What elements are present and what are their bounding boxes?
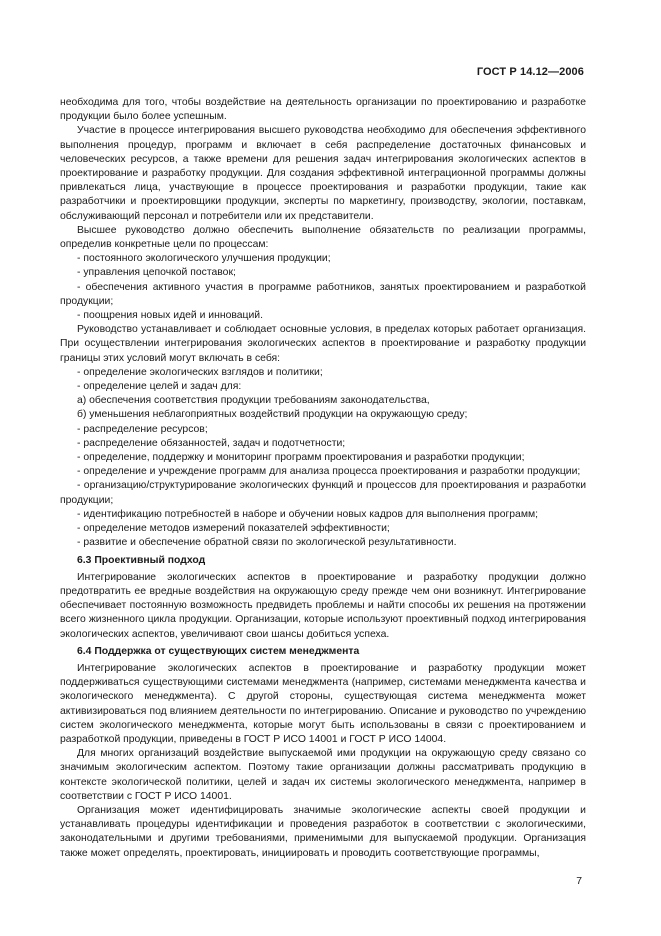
paragraph: - определение, поддержку и мониторинг программ проектирования и разработки продукции; (77, 452, 525, 464)
paragraph: - определение экологических взглядов и политики; (77, 366, 323, 378)
paragraph: - определение методов измерений показателей эффективности; (77, 523, 390, 535)
paragraph: Организация может идентифицировать значимые экологические аспекты своей продукции и устанавливать процедуры идентификации и проведения разработок в соответствии с экологическими, законодательными и другими требованиями, применимыми для выпускаемой продукции. Организация также может определять, проектировать, инициировать и проводить соответствующие программы, (60, 804, 586, 859)
paragraph: - организацию/структурирование экологических функций и процессов для проектирования и разработки продукции; (60, 480, 586, 506)
paragraph: Высшее руководство должно обеспечить выполнение обязательств по реализации программы, определив конкретные цели по процессам: (60, 224, 586, 251)
paragraph: - обеспечения активного участия в программе работников, занятых проектированием и разработкой продукции; (60, 281, 586, 307)
paragraph: - распределение ресурсов; (77, 423, 208, 435)
paragraph: необходима для того, чтобы воздействие на деятельность организации по проектированию и разработке продукции было более успешным. (60, 97, 586, 123)
paragraph: Интегрирование экологических аспектов в проектирование и разработку продукции может поддерживаться существующими системами менеджмента (например, системами менеджмента качества и экологического менеджмента). С другой стороны, существующая система менеджмента может активизироваться под влиянием деятельности по интегрированию. Описание и руководство по учреждению систем экологического менеджмента, которые могут быть использованы в связи с проектированием и разработкой продукции, приведены в ГОСТ Р ИСО 14001 и ГОСТ Р ИСО 14004. (60, 662, 586, 745)
paragraph: - определение целей и задач для: (77, 381, 242, 393)
paragraph: - управления цепочкой поставок; (77, 267, 236, 279)
paragraph: - поощрения новых идей и инноваций. (77, 310, 263, 322)
paragraph: б) уменьшения неблагоприятных воздействий продукции на окружающую среду; (77, 409, 468, 421)
document-body (60, 96, 586, 861)
paragraph: а) обеспечения соответствия продукции требованиям законодательства, (77, 395, 430, 407)
paragraph: Руководство устанавливает и соблюдает основные условия, в пределах которых работает организация. При осуществлении интегрирования экологических аспектов в проектирование и разработку продукции границы этих условий могут включать в себя: (60, 324, 586, 364)
paragraph: Участие в процессе интегрирования высшего руководства необходимо для обеспечения эффективного выполнения процедур, программ и включает в себя распределение достаточных финансовых и человеческих ресурсов, а также времени для решения задач интегрирования экологических аспектов в проектирование и разработку продукции. Для создания эффективной интеграционной программы должны привлекаться лица, участвующие в процессе проектирования и разработки продукции, такие как разработчики и проектировщики продукции, эксперты по маркетингу, производству, экологии, поставкам, обслуживающий персонал и потребители или их представители. (60, 125, 586, 222)
paragraph: Интегрирование экологических аспектов в проектирование и разработку продукции должно предотвратить ее вредные воздействия на окружающую среду прежде чем они возникнут. Интегрирование обеспечивает постоянную возможность предвидеть проблемы и найти способы их решения на протяжении всего жизненного цикла продукции. Организации, которые используют проективный подход интегрирования экологических аспектов, увеличивают свои шансы добиться успеха. (60, 571, 586, 640)
page-number: 7 (576, 876, 582, 887)
paragraph: - развитие и обеспечение обратной связи по экологической результативности. (77, 537, 457, 549)
paragraph: Для многих организаций воздействие выпускаемой ими продукции на окружающую среду связано со значимым экологическим аспектом. Поэтому такие организации должны рассматривать продукцию в контексте экологической политики, целей и задач их системы экологического менеджмента, например в соответствии с ГОСТ Р ИСО 14001. (60, 748, 586, 802)
paragraph: - распределение обязанностей, задач и подотчетности; (77, 437, 346, 449)
section-heading: 6.3 Проективный подход (77, 554, 206, 566)
section-heading: 6.4 Поддержка от существующих систем менеджмента (77, 645, 360, 657)
paragraph: - определение и учреждение программ для анализа процесса проектирования и разработки продукции; (77, 466, 581, 478)
document-header: ГОСТ Р 14.12—2006 (476, 66, 584, 78)
paragraph: - постоянного экологического улучшения продукции; (77, 253, 331, 265)
paragraph: - идентификацию потребностей в наборе и обучении новых кадров для выполнения программ; (77, 508, 539, 520)
